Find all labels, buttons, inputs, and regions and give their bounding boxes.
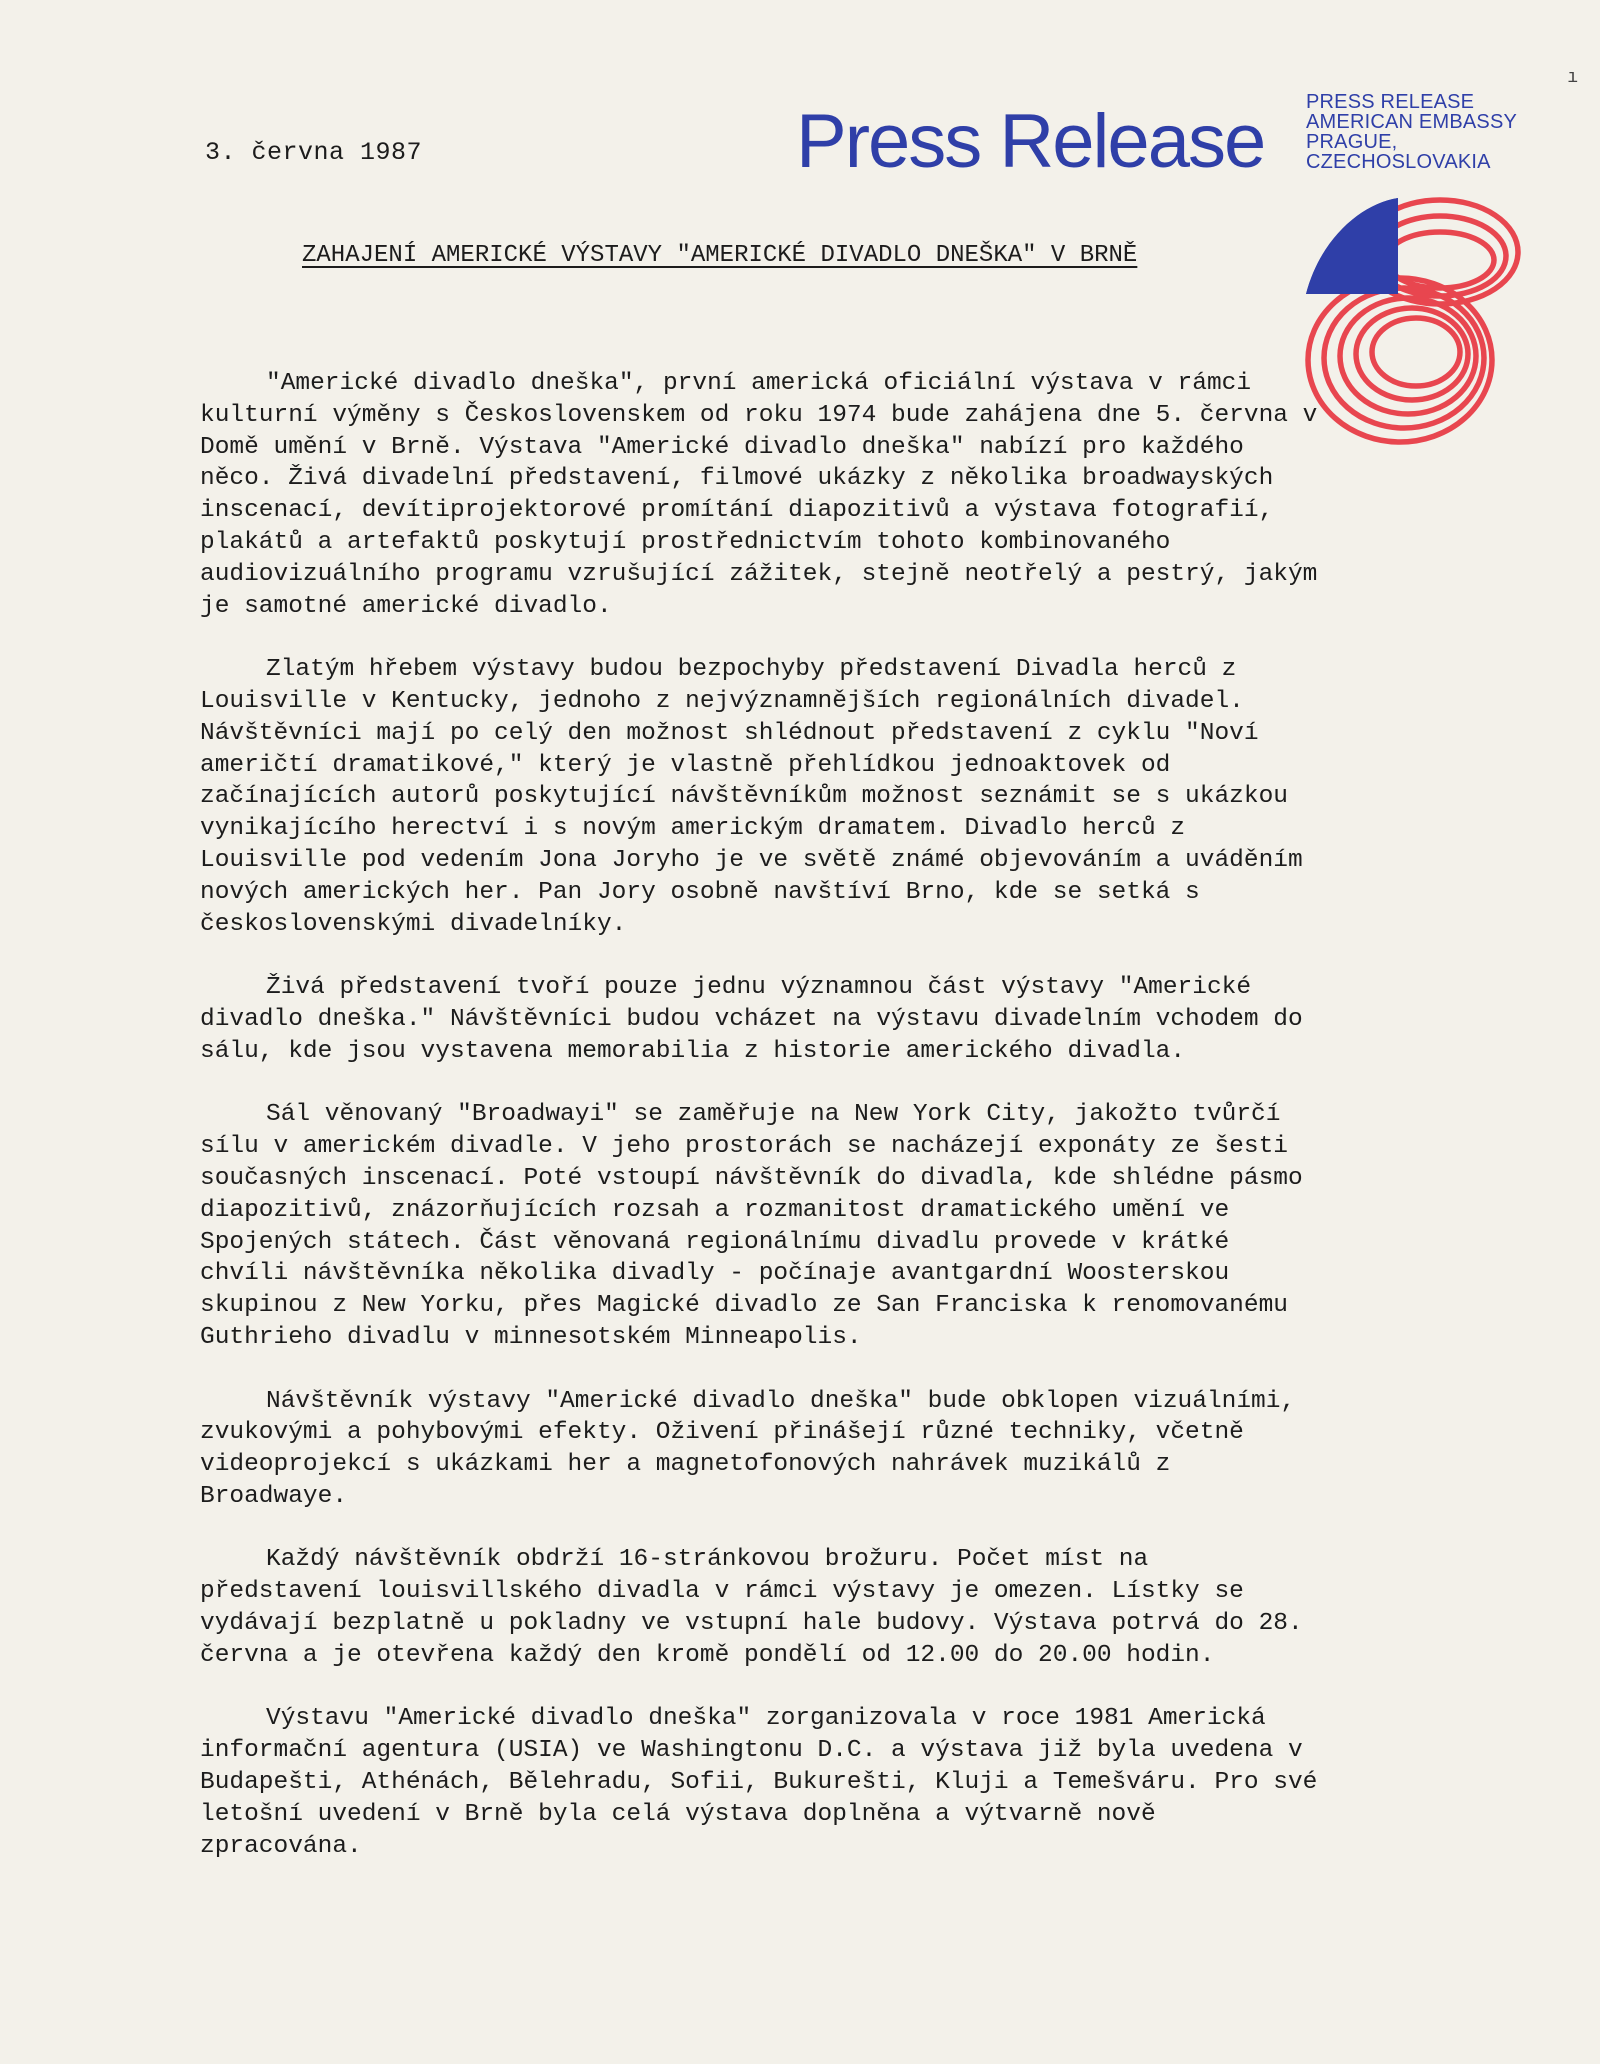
paragraph: Živá představení tvoří pouze jednu významnou část výstavy "Americké divadlo dneška." Návštěvníci budou vcházet na výstavu divadelním vchodem do sálu, kde jsou vystavena memorabilia z historie amerického divadla. — [200, 974, 1303, 1065]
paragraph: Výstavu "Americké divadlo dneška" zorganizovala v roce 1981 Americká informační agentura (USIA) ve Washingtonu D.C. a výstava již byla uvedena v Budapešti, Athénách, Bělehradu, Sofii, Bukurešti, Kluji a Temešváru. Pro své letošní uvedení v Brně byla celá výstava doplněna a výtvarně nově zpracována. — [200, 1705, 1318, 1860]
margin-mark: ı — [1567, 68, 1578, 88]
release-date: 3. června 1987 — [205, 138, 423, 167]
press-release-brand-lines — [1306, 92, 1517, 172]
paragraph: "Americké divadlo dneška", první americká oficiální výstava v rámci kulturní výměny s Československem od roku 1974 bude zahájena dne 5. června v Domě umění v Brně. Výstava "Americké divadlo dneška" nabízí pro každého něco. Živá divadelní představení, filmové ukázky z několika broadwayských inscenací, devítiprojektorové promítání diapozitivů a výstava fotografií, plakátů a artefaktů poskytují prostřednictvím tohoto kombinovaného audiovizuálního programu vzrušující zážitek, stejně neotřelý a pestrý, jakým je samotné americké divadlo. — [200, 370, 1318, 620]
brand-line: CZECHOSLOVAKIA — [1306, 151, 1491, 173]
brand-line: PRESS RELEASE — [1306, 91, 1475, 113]
paragraph: Návštěvník výstavy "Americké divadlo dneška" bude obklopen vizuálními, zvukovými a pohybovými efekty. Oživení přinášejí různé techniky, včetně videoprojekcí s ukázkami her a magnetofonových nahrávek muzikálů z Broadwaye. — [200, 1387, 1296, 1510]
paragraph: Zlatým hřebem výstavy budou bezpochyby představení Divadla herců z Louisville v Kentucky, jednoho z nejvýznamnějších regionálních divadel. Návštěvníci mají po celý den možnost shlédnout představení z cyklu "Noví američtí dramatikové," který je vlastně přehlídkou jednoaktovek od začínajících autorů poskytující návštěvníkům možnost seznámit se s ukázkou vynikajícího herectví i s novým americkým dramatem. Divadlo herců z Louisville pod vedením Jona Joryho je ve světě známé objevováním a uváděním nových amerických her. Pan Jory osobně navštíví Brno, kde se setká s československými divadelníky. — [200, 656, 1303, 938]
press-release-brand-title: Press Release — [796, 99, 1265, 184]
press-release-body — [200, 368, 1320, 1894]
american-flag-rings-icon — [1300, 190, 1522, 452]
headline: ZAHAJENÍ AMERICKÉ VÝSTAVY "AMERICKÉ DIVADLO DNEŠKA" V BRNĚ — [302, 242, 1138, 269]
brand-line: PRAGUE, — [1306, 131, 1398, 153]
brand-line: AMERICAN EMBASSY — [1306, 111, 1518, 133]
paragraph: Sál věnovaný "Broadwayi" se zaměřuje na New York City, jakožto tvůrčí sílu v americkém divadle. V jeho prostorách se nacházejí exponáty ze šesti současných inscenací. Poté vstoupí návštěvník do divadla, kde shlédne pásmo diapozitivů, znázorňujících rozsah a rozmanitost dramatického umění ve Spojených státech. Část věnovaná regionálnímu divadlu provede v krátké chvíli návštěvníka několika divadly - počínaje avantgardní Woosterskou skupinou z New Yorku, přes Magické divadlo ze San Franciska k renomovanému Guthrieho divadlu v minnesotském Minneapolis. — [200, 1101, 1303, 1351]
paragraph: Každý návštěvník obdrží 16-stránkovou brožuru. Počet míst na představení louisvillského divadla v rámci výstavy je omezen. Lístky se vydávají bezplatně u pokladny ve vstupní hale budovy. Výstava potrvá do 28. června a je otevřena každý den kromě pondělí od 12.00 do 20.00 hodin. — [200, 1546, 1303, 1669]
